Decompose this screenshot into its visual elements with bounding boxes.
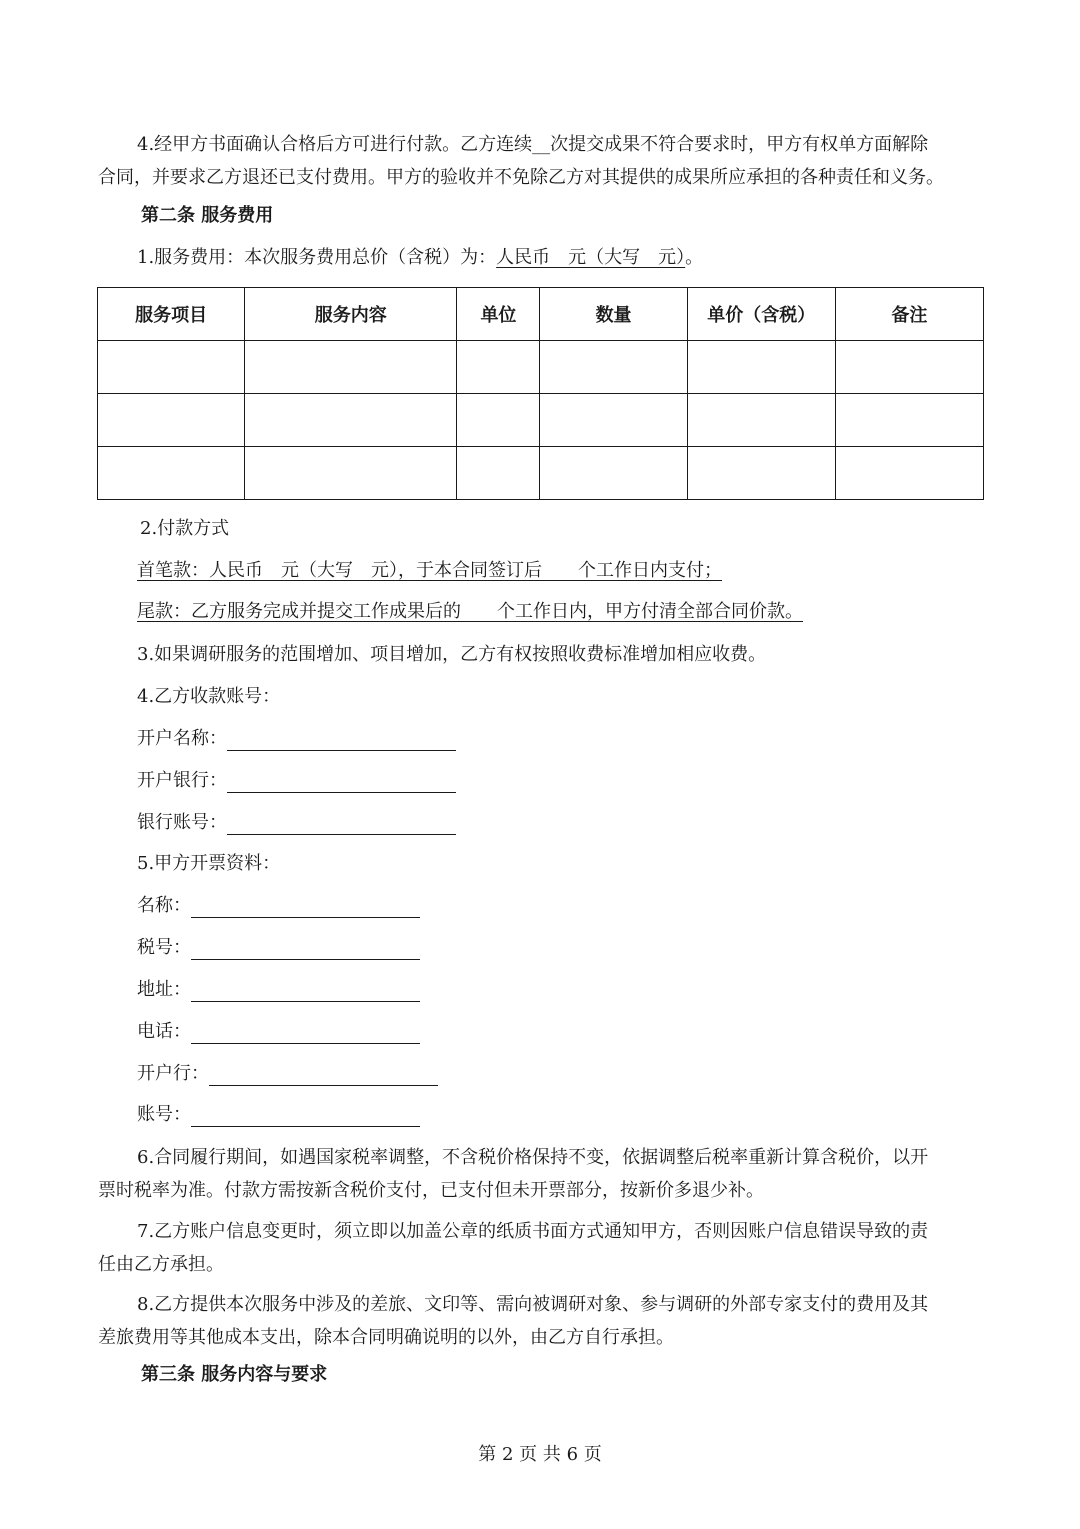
- account-bank-field[interactable]: [227, 772, 456, 793]
- table-cell[interactable]: [687, 447, 835, 500]
- invoice-bank-field[interactable]: [209, 1065, 438, 1086]
- invoice-bank-label: 开户行：: [137, 1063, 209, 1084]
- service-fee-table: [97, 287, 984, 500]
- table-row: [98, 341, 984, 394]
- service-fee-line: [137, 246, 703, 270]
- clause-3: 3.如果调研服务的范围增加、项目增加，乙方有权按照收费标准增加相应收费。: [137, 644, 767, 665]
- clause-4-line-2: 合同，并要求乙方退还已支付费用。甲方的验收并不免除乙方对其提供的成果所应承担的各种责任和义务。: [98, 167, 944, 188]
- article-3-heading: 第三条 服务内容与要求: [141, 1364, 328, 1385]
- invoice-name-row: [137, 894, 420, 918]
- clause-6: [98, 1141, 983, 1207]
- service-fee-amount: 人民币 元（大写 元）: [496, 247, 686, 268]
- invoice-address-row: [137, 978, 420, 1002]
- table-row: [98, 394, 984, 447]
- table-cell[interactable]: [687, 394, 835, 447]
- table-header-row: [98, 288, 984, 341]
- table-cell[interactable]: [245, 447, 457, 500]
- account-name-row: [137, 727, 456, 751]
- account-number-field[interactable]: [227, 814, 456, 835]
- clause-8-line-1: 8.乙方提供本次服务中涉及的差旅、文印等、需向被调研对象、参与调研的外部专家支付的费用及其: [137, 1294, 929, 1315]
- clause-4-line-1: 4.经甲方书面确认合格后方可进行付款。乙方连续__次提交成果不符合要求时，甲方有权单方面解除: [137, 134, 929, 155]
- table-cell[interactable]: [835, 447, 983, 500]
- table-cell[interactable]: [245, 394, 457, 447]
- header-unit-price: 单价（含税）: [687, 288, 835, 341]
- service-fee-prefix: 1.服务费用：本次服务费用总价（含税）为：: [137, 247, 497, 268]
- table-cell[interactable]: [540, 341, 687, 394]
- invoice-name-label: 名称：: [137, 895, 191, 916]
- table-cell[interactable]: [457, 394, 540, 447]
- invoice-phone-field[interactable]: [191, 1023, 420, 1044]
- account-number-label: 银行账号：: [137, 812, 227, 833]
- invoice-address-label: 地址：: [137, 979, 191, 1000]
- account-name-field[interactable]: [227, 730, 456, 751]
- invoice-account-field[interactable]: [191, 1106, 420, 1127]
- clause-8: [98, 1288, 983, 1354]
- clause-7-line-2: 任由乙方承担。: [98, 1254, 224, 1275]
- invoice-account-row: [137, 1103, 420, 1127]
- clause-7-line-1: 7.乙方账户信息变更时，须立即以加盖公章的纸质书面方式通知甲方，否则因账户信息错误导致的责: [137, 1221, 929, 1242]
- service-fee-suffix: 。: [685, 247, 704, 268]
- invoice-phone-label: 电话：: [137, 1021, 191, 1042]
- account-name-label: 开户名称：: [137, 728, 227, 749]
- account-title: 4.乙方收款账号：: [137, 686, 281, 707]
- payment-first-installment: 首笔款：人民币 元（大写 元），于本合同签订后 个工作日内支付；: [137, 560, 722, 581]
- page-footer: 第 2 页 共 6 页: [478, 1444, 602, 1465]
- account-bank-label: 开户银行：: [137, 770, 227, 791]
- invoice-name-field[interactable]: [191, 897, 420, 918]
- invoice-address-field[interactable]: [191, 981, 420, 1002]
- header-service-content: 服务内容: [245, 288, 457, 341]
- table-cell[interactable]: [540, 394, 687, 447]
- clause-4: [98, 128, 983, 194]
- table-cell[interactable]: [98, 447, 245, 500]
- account-number-row: [137, 811, 456, 835]
- article-2-heading: 第二条 服务费用: [141, 205, 274, 226]
- invoice-phone-row: [137, 1020, 420, 1044]
- table-cell[interactable]: [457, 341, 540, 394]
- header-remarks: 备注: [835, 288, 983, 341]
- header-service-item: 服务项目: [98, 288, 245, 341]
- invoice-title: 5.甲方开票资料：: [137, 853, 281, 874]
- clause-7: [98, 1215, 983, 1281]
- table-cell[interactable]: [245, 341, 457, 394]
- table-cell[interactable]: [835, 341, 983, 394]
- invoice-account-label: 账号：: [137, 1104, 191, 1125]
- header-quantity: 数量: [540, 288, 687, 341]
- payment-method-title: 2.付款方式: [140, 518, 230, 539]
- table-cell[interactable]: [687, 341, 835, 394]
- table-cell[interactable]: [98, 394, 245, 447]
- table-row: [98, 447, 984, 500]
- table-cell[interactable]: [540, 447, 687, 500]
- clause-8-line-2: 差旅费用等其他成本支出，除本合同明确说明的以外，由乙方自行承担。: [98, 1327, 674, 1348]
- invoice-tax-label: 税号：: [137, 937, 191, 958]
- invoice-tax-field[interactable]: [191, 939, 420, 960]
- table-cell[interactable]: [98, 341, 245, 394]
- clause-6-line-1: 6.合同履行期间，如遇国家税率调整，不含税价格保持不变，依据调整后税率重新计算含税价，以开: [137, 1147, 929, 1168]
- payment-final-installment: 尾款：乙方服务完成并提交工作成果后的 个工作日内，甲方付清全部合同价款。: [137, 601, 803, 622]
- clause-6-line-2: 票时税率为准。付款方需按新含税价支付，已支付但未开票部分，按新价多退少补。: [98, 1180, 764, 1201]
- invoice-bank-row: [137, 1062, 438, 1086]
- table-cell[interactable]: [835, 394, 983, 447]
- table-cell[interactable]: [457, 447, 540, 500]
- invoice-tax-row: [137, 936, 420, 960]
- header-unit: 单位: [457, 288, 540, 341]
- account-bank-row: [137, 769, 456, 793]
